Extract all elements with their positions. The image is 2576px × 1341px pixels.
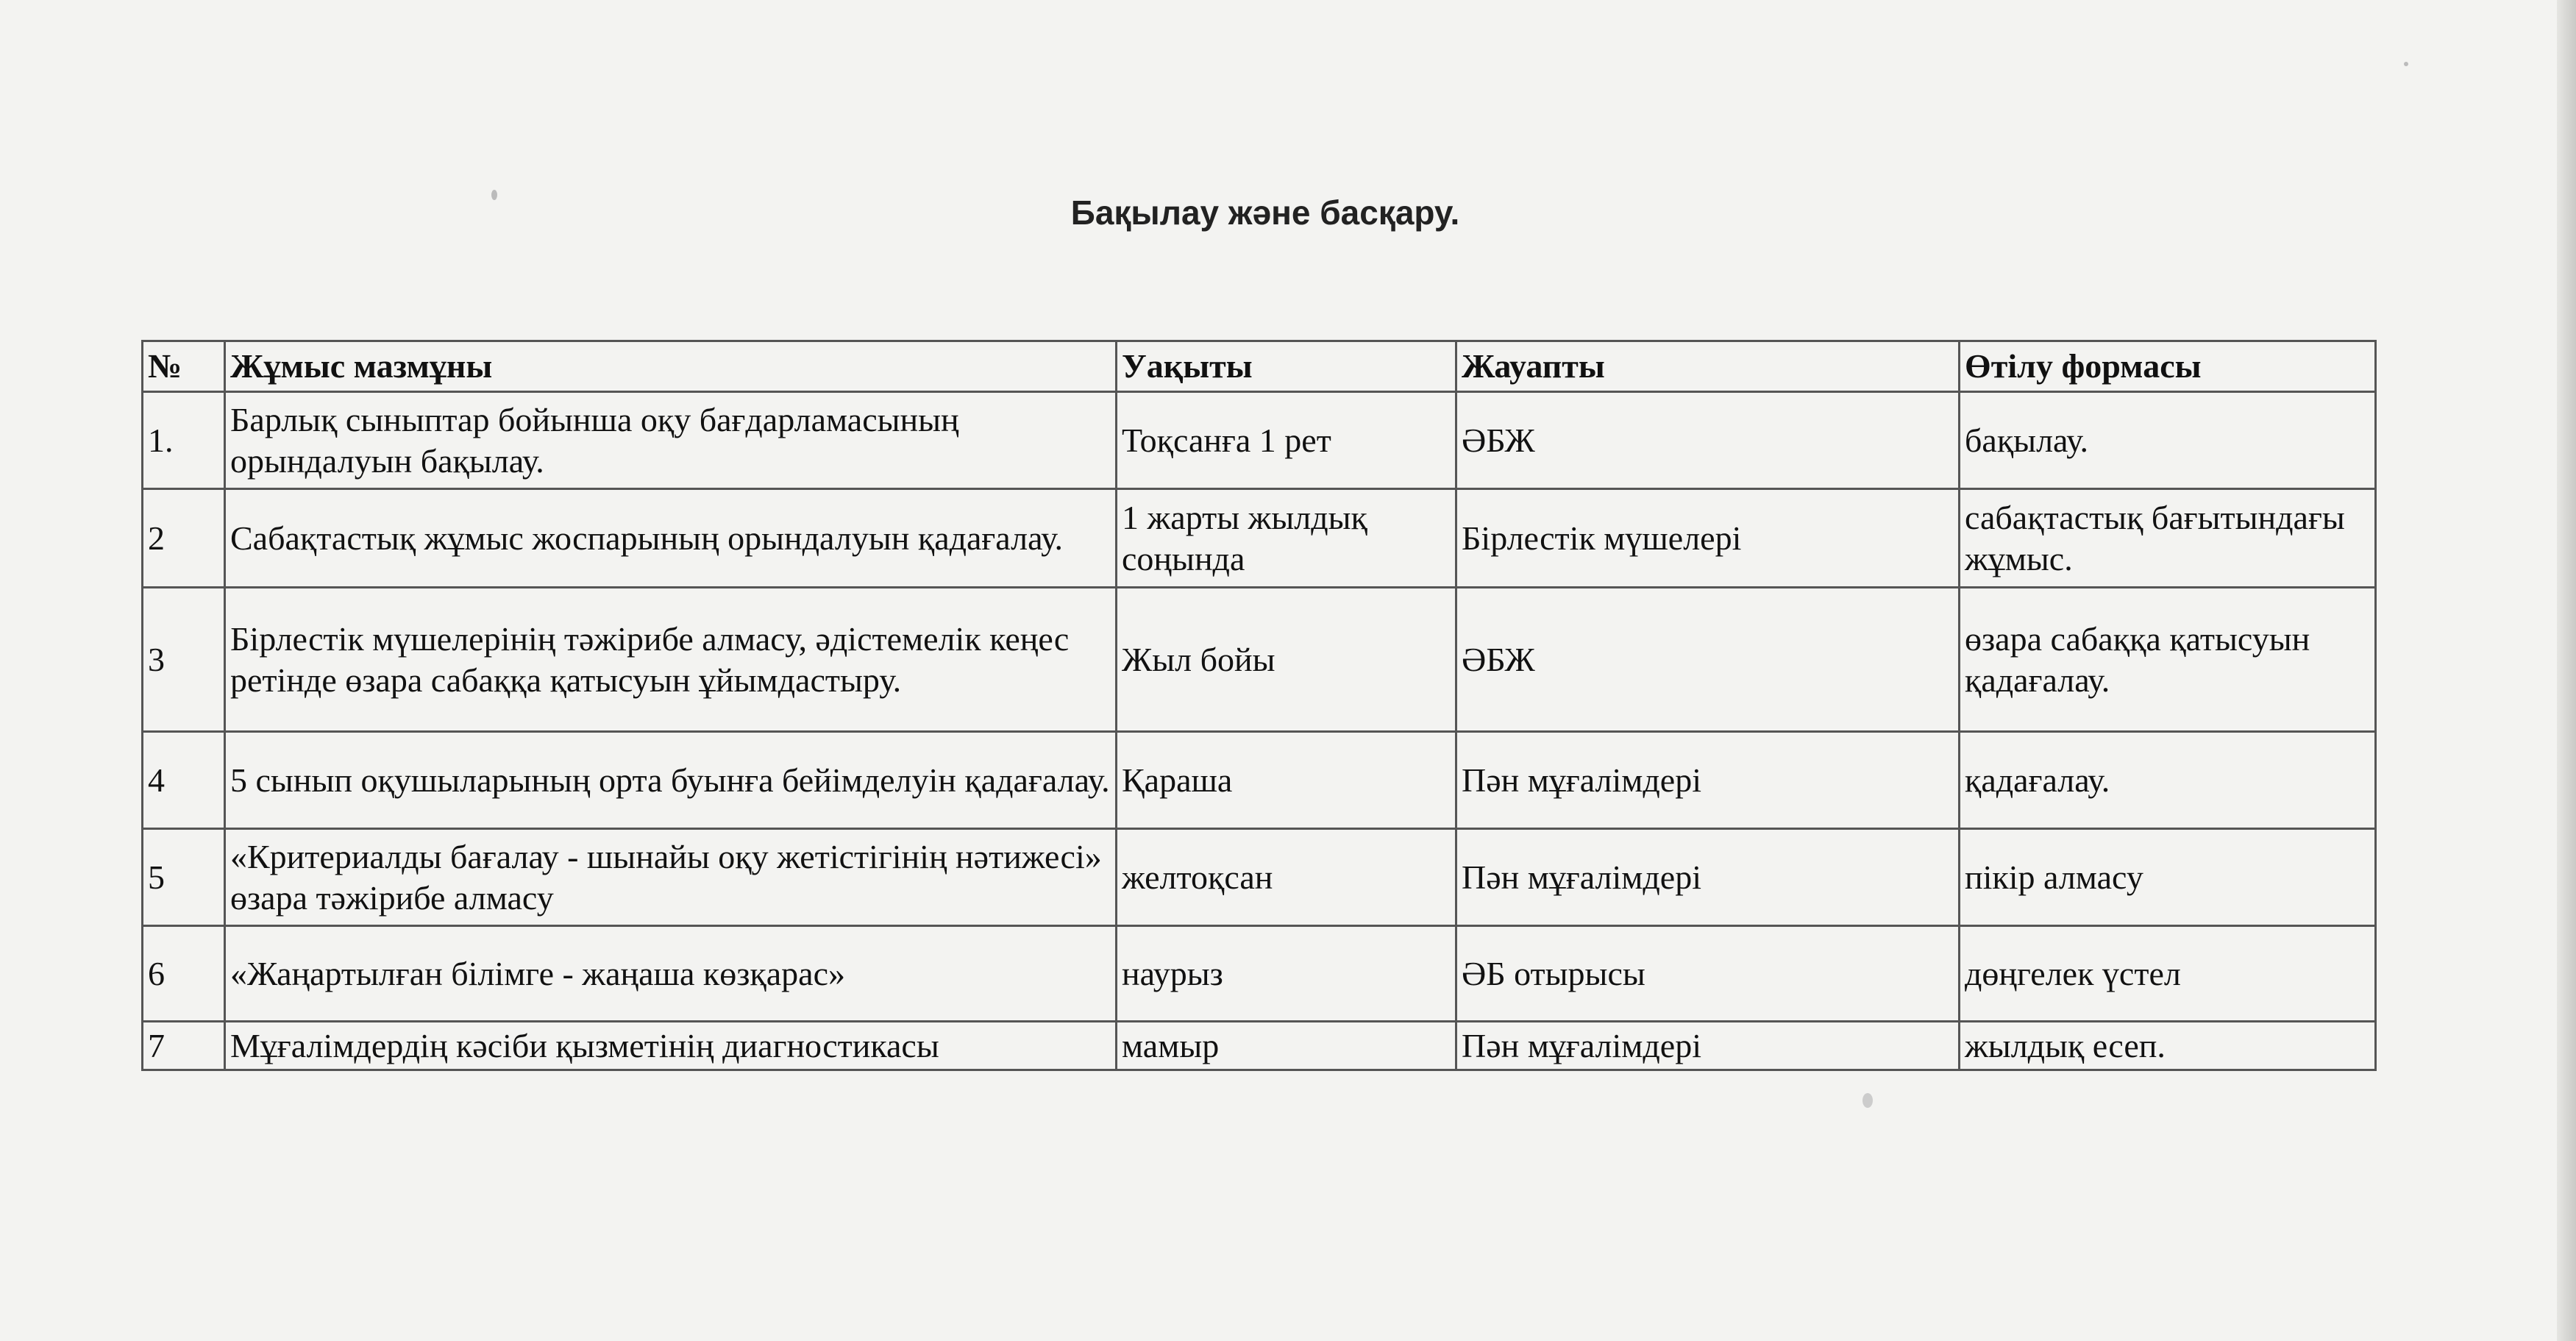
header-form: Өтілу формасы <box>1960 341 2376 392</box>
scan-speck <box>2404 62 2408 66</box>
table-row <box>143 732 2376 829</box>
row-number: 7 <box>143 1022 225 1070</box>
row-content: Бірлестік мүшелерінің тәжірибе алмасу, әдістемелік кеңес ретінде өзара сабаққа қатысуын ұйымдастыру. <box>225 588 1117 732</box>
row-time: 1 жарты жылдық соңында <box>1117 489 1456 588</box>
row-responsible: Пән мұғалімдері <box>1456 1022 1960 1070</box>
row-responsible: ӘБЖ <box>1456 588 1960 732</box>
row-number: 2 <box>143 489 225 588</box>
row-form: қадағалау. <box>1960 732 2376 829</box>
row-form: бақылау. <box>1960 392 2376 489</box>
row-time: желтоқсан <box>1117 829 1456 926</box>
row-responsible: ӘБЖ <box>1456 392 1960 489</box>
page-title: Бақылау және басқару. <box>1070 193 1460 232</box>
header-number: № <box>143 341 225 392</box>
table-row <box>143 1022 2376 1070</box>
table-row <box>143 829 2376 926</box>
header-content: Жұмыс мазмұны <box>225 341 1117 392</box>
row-time: Жыл бойы <box>1117 588 1456 732</box>
row-content: Мұғалімдердің кәсіби қызметінің диагностикасы <box>225 1022 1117 1070</box>
row-content: 5 сынып оқушыларының орта буынға бейімделуін қадағалау. <box>225 732 1117 829</box>
row-form: өзара сабаққа қатысуын қадағалау. <box>1960 588 2376 732</box>
row-form: жылдық есеп. <box>1960 1022 2376 1070</box>
row-time: Қараша <box>1117 732 1456 829</box>
row-number: 4 <box>143 732 225 829</box>
header-responsible: Жауапты <box>1456 341 1960 392</box>
row-form: пікір алмасу <box>1960 829 2376 926</box>
row-form: сабақтастық бағытындағы жұмыс. <box>1960 489 2376 588</box>
row-responsible: Бірлестік мүшелері <box>1456 489 1960 588</box>
row-content: «Жаңартылған білімге - жаңаша көзқарас» <box>225 926 1117 1022</box>
row-number: 1. <box>143 392 225 489</box>
scan-edge <box>2557 0 2576 1341</box>
row-number: 6 <box>143 926 225 1022</box>
row-content: Барлық сыныптар бойынша оқу бағдарламасының орындалуын бақылау. <box>225 392 1117 489</box>
row-responsible: ӘБ отырысы <box>1456 926 1960 1022</box>
table-row <box>143 392 2376 489</box>
row-time: наурыз <box>1117 926 1456 1022</box>
row-responsible: Пән мұғалімдері <box>1456 829 1960 926</box>
table-header-row <box>143 341 2376 392</box>
row-responsible: Пән мұғалімдері <box>1456 732 1960 829</box>
row-form: дөңгелек үстел <box>1960 926 2376 1022</box>
row-time: мамыр <box>1117 1022 1456 1070</box>
table-row <box>143 926 2376 1022</box>
row-time: Тоқсанға 1 рет <box>1117 392 1456 489</box>
row-number: 5 <box>143 829 225 926</box>
table-row <box>143 588 2376 732</box>
scan-speck <box>1862 1093 1873 1108</box>
table-row <box>143 489 2376 588</box>
header-time: Уақыты <box>1117 341 1456 392</box>
row-number: 3 <box>143 588 225 732</box>
row-content: Сабақтастық жұмыс жоспарының орындалуын қадағалау. <box>225 489 1117 588</box>
row-content: «Критериалды бағалау - шынайы оқу жетістігінің нәтижесі» өзара тәжірибе алмасу <box>225 829 1117 926</box>
control-plan-table <box>141 340 2377 1071</box>
